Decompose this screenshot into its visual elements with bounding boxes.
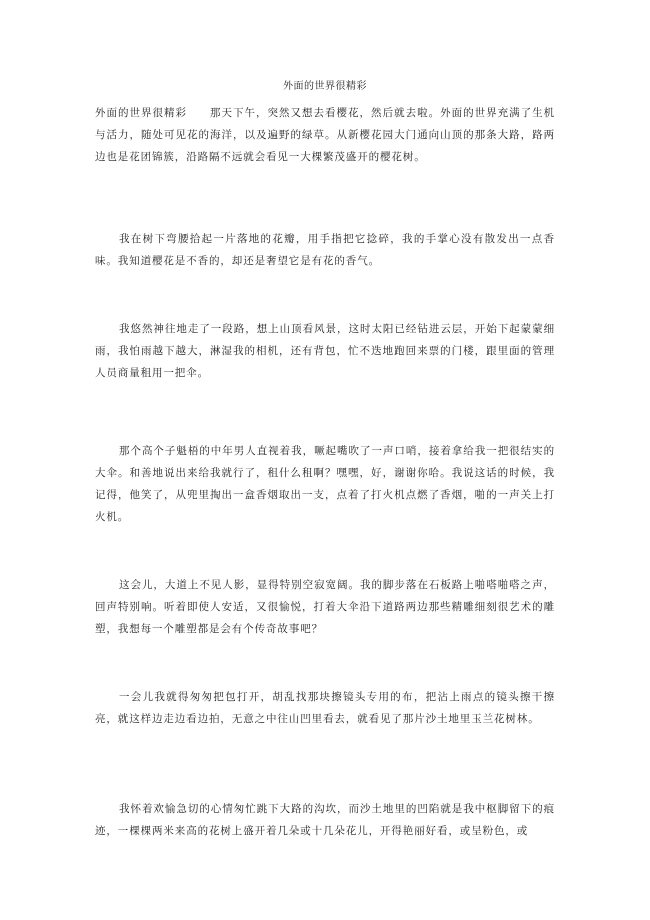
document-title: 外面的世界很精彩	[283, 81, 367, 92]
paragraph-6: 一会儿我就得匆匆把包打开，胡乱找那块擦镜头专用的布，把沾上雨点的镜头擦干擦亮，就这样边走边看边拍，无意之中往山凹里看去，就看见了那片沙土地里玉兰花树林。	[95, 691, 555, 725]
paragraph-7: 我怀着欢愉急切的心情匆忙跳下大路的沟坎，而沙土地里的凹陷就是我中枢脚留下的痕迹，一棵棵两米来高的花树上盛开着几朵或十几朵花儿，开得艳丽好看，或呈粉色，或	[95, 803, 555, 837]
paragraph-5: 这会儿，大道上不见人影，显得特别空寂宽阔。我的脚步落在石板路上啪嗒啪嗒之声，回声特别响。听着即使人安适，又很愉悦，打着大伞沿下道路两边那些精雕细刻很艺术的雕塑，我想每一个雕塑都是会有个传奇故事吧？	[95, 579, 555, 635]
paragraph-3: 我悠然神往地走了一段路，想上山顶看风景，这时太阳已经钻进云层，开始下起蒙蒙细雨，我怕雨越下越大，淋湿我的相机，还有背包，忙不迭地跑回来票的门楼，跟里面的管理人员商量租用一把伞。	[95, 323, 555, 379]
paragraph-2: 我在树下弯腰拾起一片落地的花瓣，用手指把它捻碎，我的手掌心没有散发出一点香味。我知道樱花是不香的，却还是奢望它是有花的香气。	[95, 233, 555, 267]
paragraph-1: 外面的世界很精彩 那天下午，突然又想去看樱花，然后就去啦。外面的世界充满了生机与活力，随处可见花的海洋，以及遍野的绿草。从新樱花园大门通向山顶的那条大路，路两边也是花团锦簇，沿路隔不远就会看见一大棵繁茂盛开的樱花树。	[95, 107, 555, 163]
paragraph-4: 那个高个子魁梧的中年男人直视着我，噘起嘴吹了一声口哨，接着拿给我一把很结实的大伞。和善地说出来给我就行了，租什么租啊？嘿嘿，好，谢谢你哈。我说这话的时候，我记得，他笑了，从兜里掏出一盒香烟取出一支，点着了打火机点燃了香烟，啪的一声关上打火机。	[95, 445, 555, 523]
